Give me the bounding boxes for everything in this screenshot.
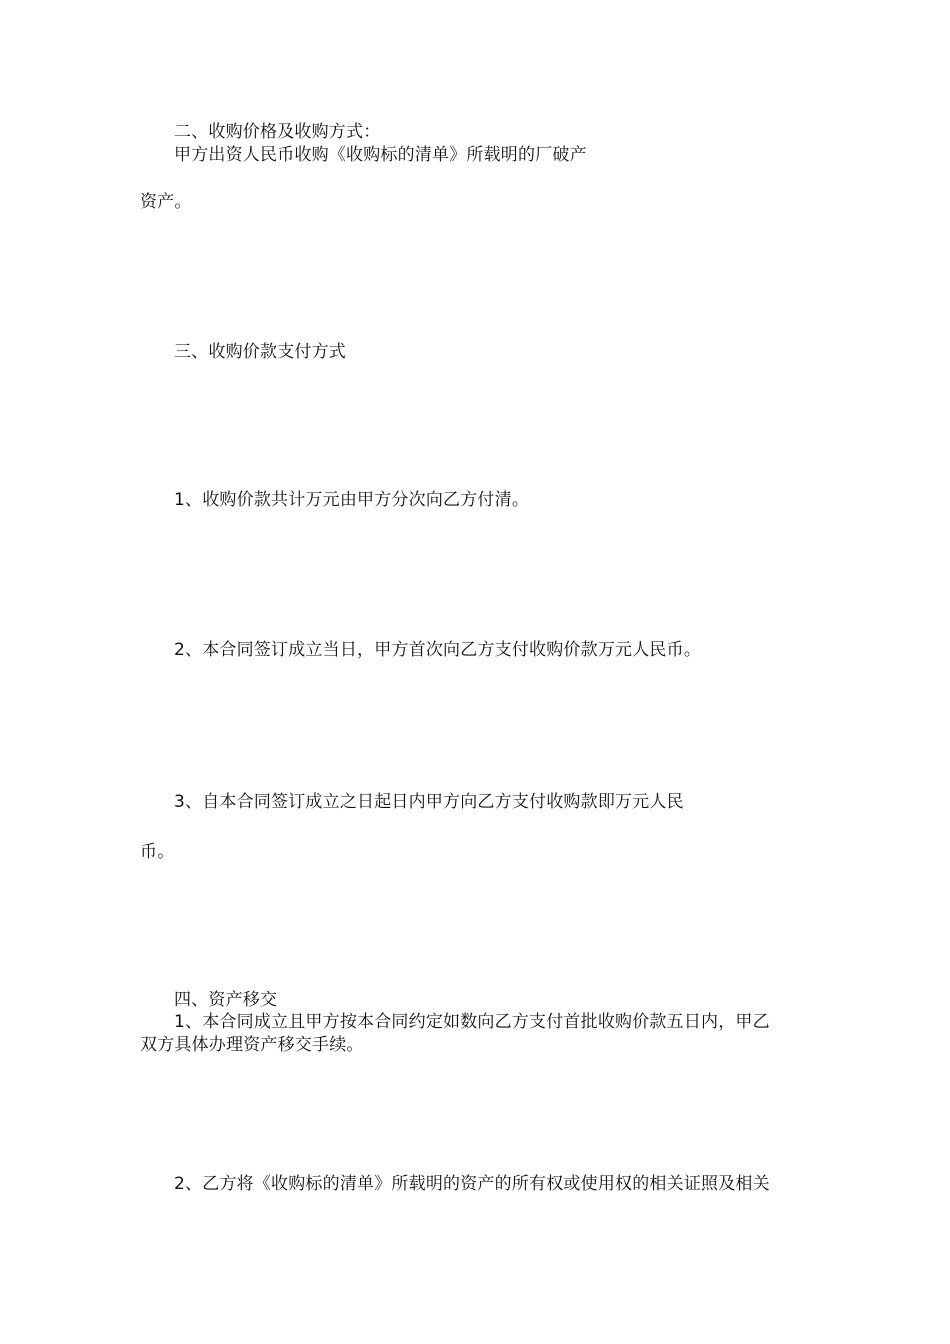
section4-item1-line2: 双方具体办理资产移交手续。 [140, 1035, 364, 1055]
section3-item3-line1: 3、自本合同签订成立之日起日内甲方向乙方支付收购款即万元人民 [174, 792, 684, 812]
section4-item1-line1: 1、本合同成立且甲方按本合同约定如数向乙方支付首批收购价款五日内，甲乙 [174, 1012, 770, 1032]
section4-item2-line1: 2、乙方将《收购标的清单》所载明的资产的所有权或使用权的相关证照及相关 [174, 1174, 770, 1194]
section3-heading: 三、收购价款支付方式 [174, 342, 346, 362]
section2-paragraph-line2: 资产。 [140, 192, 192, 212]
section2-paragraph-line1: 甲方出资人民币收购《收购标的清单》所载明的厂破产 [174, 145, 587, 165]
section3-item2: 2、本合同签订成立当日，甲方首次向乙方支付收购价款万元人民币。 [174, 640, 702, 660]
section3-item3-line2: 币。 [140, 842, 175, 862]
section2-heading: 二、收购价格及收购方式： [174, 122, 381, 142]
section3-item1: 1、收购价款共计万元由甲方分次向乙方付清。 [174, 490, 530, 510]
section4-heading: 四、资产移交 [174, 990, 278, 1010]
